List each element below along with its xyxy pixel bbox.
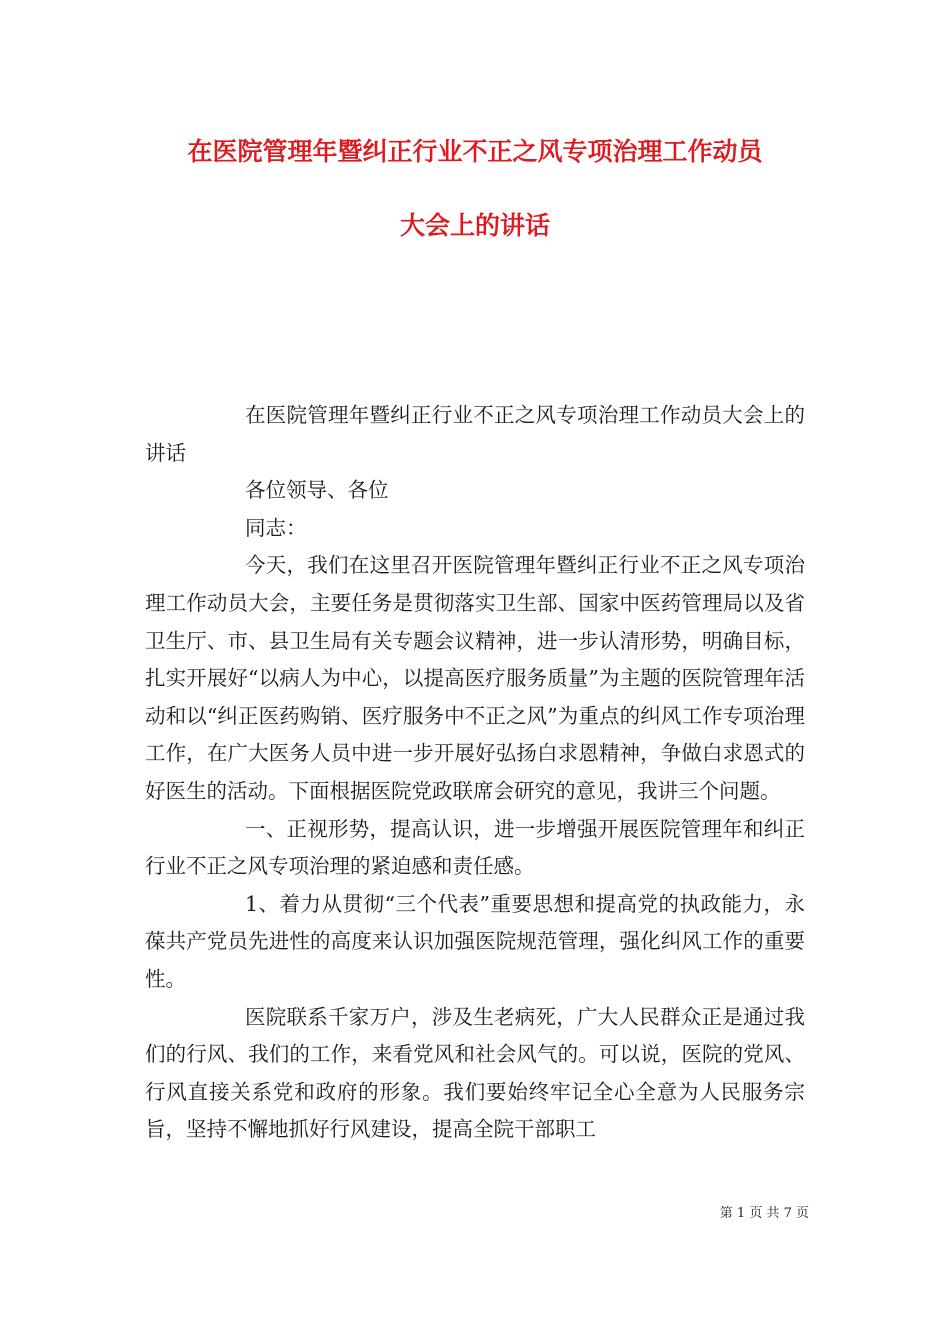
document-body (145, 397, 805, 1149)
intro-paragraph: 今天，我们在这里召开医院管理年暨纠正行业不正之风专项治理工作动员大会，主要任务是贯彻落实卫生部、国家中医药管理局以及省卫生厅、市、县卫生局有关专题会议精神，进一步认清形势，明确目标，扎实开展好“以病人为中心，以提高医疗服务质量”为主题的医院管理年活动和以“纠正医药购销、医疗服务中不正之风”为重点的纠风工作专项治理工作，在广大医务人员中进一步开展好弘扬白求恩精神，争做白求恩式的好医生的活动。下面根据医院党政联席会研究的意见，我讲三个问题。 (145, 553, 805, 803)
document-title-line-1: 在医院管理年暨纠正行业不正之风专项治理工作动员 (187, 137, 763, 166)
salutation-line-2: 同志： (245, 515, 307, 540)
point-one-paragraph: 1、着力从贯彻“三个代表”重要思想和提高党的执政能力，永葆共产党员先进性的高度来认识加强医院规范管理，强化纠风工作的重要性。 (145, 891, 805, 991)
salutation-line-1: 各位领导、各位 (245, 478, 389, 503)
speech-heading-paragraph: 在医院管理年暨纠正行业不正之风专项治理工作动员大会上的讲话 (145, 403, 805, 465)
section-one-heading: 一、正视形势，提高认识，进一步增强开展医院管理年和纠正行业不正之风专项治理的紧迫感和责任感。 (145, 816, 805, 879)
document-title-line-2: 大会上的讲话 (399, 211, 550, 240)
hospital-connection-paragraph: 医院联系千家万户，涉及生老病死，广大人民群众正是通过我们的行风、我们的工作，来看党风和社会风气的。可以说，医院的党风、行风直接关系党和政府的形象。我们要始终牢记全心全意为人民服务宗旨，坚持不懈地抓好行风建设，提高全院干部职工 (145, 1004, 805, 1142)
page-number-footer: 第 1 页 共 7 页 (719, 1206, 809, 1221)
